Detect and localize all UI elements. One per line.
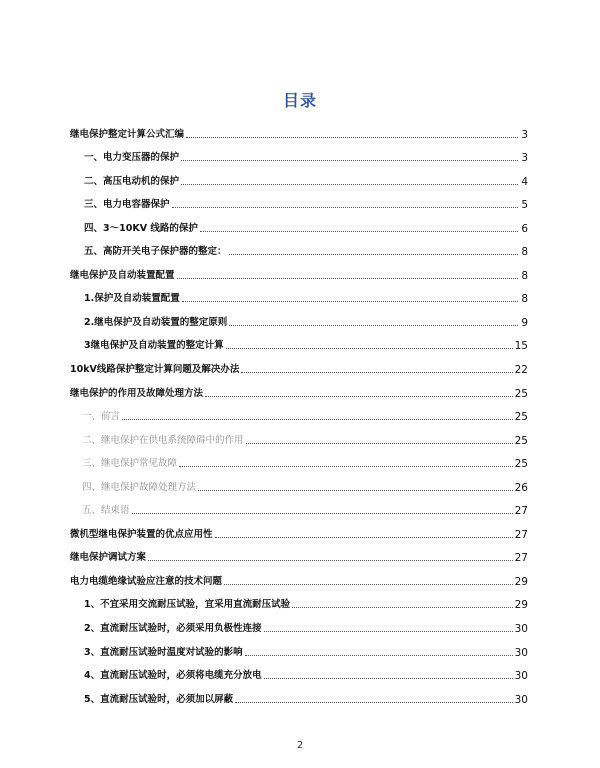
toc-entry-label: 继电保护及自动装置配置 xyxy=(70,269,175,281)
toc-dot-leader xyxy=(241,371,512,373)
toc-entry-label: 1.保护及自动装置配置 xyxy=(84,293,180,305)
toc-entry[interactable] xyxy=(70,329,528,353)
toc-entry-label: 4、直流耐压试验时，必须将电缆充分放电 xyxy=(84,670,262,682)
toc-entry-page: 27 xyxy=(514,528,528,541)
toc-dot-leader xyxy=(224,583,513,585)
toc-entry[interactable] xyxy=(70,635,528,659)
toc-entry[interactable] xyxy=(70,352,528,376)
toc-entry-label: 五、结束语 xyxy=(82,505,130,517)
toc-dot-leader xyxy=(172,206,518,208)
toc-dot-leader xyxy=(132,512,513,514)
toc-entry[interactable] xyxy=(70,564,528,588)
toc-entry[interactable] xyxy=(70,423,528,447)
toc-entry[interactable] xyxy=(70,188,528,212)
toc-entry-label: 五、高防开关电子保护器的整定： xyxy=(84,246,227,258)
toc-entry-page: 8 xyxy=(521,246,528,259)
toc-dot-leader xyxy=(181,183,518,185)
toc-dot-leader xyxy=(292,606,513,608)
toc-entry-label: 3、直流耐压试验时温度对试验的影响 xyxy=(84,646,243,658)
toc-entry[interactable] xyxy=(70,282,528,306)
toc-dot-leader xyxy=(226,347,513,349)
toc-dot-leader xyxy=(177,277,518,279)
toc-entry[interactable] xyxy=(70,117,528,141)
toc-entry-page: 27 xyxy=(514,505,528,518)
toc-entry-label: 继电保护整定计算公式汇编 xyxy=(70,128,185,140)
toc-entry[interactable] xyxy=(70,211,528,235)
toc-entry-page: 4 xyxy=(521,175,528,188)
toc-entry-label: 四、3～10KV 线路的保护 xyxy=(84,222,198,234)
toc-entry-label: 10kV线路保护整定计算问题及解决办法 xyxy=(70,364,240,376)
toc-entry-page: 25 xyxy=(514,411,528,424)
toc-entry[interactable] xyxy=(70,447,528,471)
toc-entry-label: 四、继电保护故障处理方法 xyxy=(82,481,197,493)
toc-entry-page: 9 xyxy=(521,316,528,329)
toc-entry[interactable] xyxy=(70,235,528,259)
toc-entry[interactable] xyxy=(70,659,528,683)
toc-entry-page: 30 xyxy=(514,623,528,636)
toc-dot-leader xyxy=(181,159,518,161)
toc-entry-label: 二、高压电动机的保护 xyxy=(84,175,180,187)
page-number: 2 xyxy=(296,740,304,751)
toc-entry-page: 30 xyxy=(514,670,528,683)
toc-entry-page: 25 xyxy=(514,434,528,447)
toc-entry[interactable] xyxy=(70,164,528,188)
toc-entry[interactable] xyxy=(70,141,528,165)
toc-entry-page: 30 xyxy=(514,693,528,706)
toc-entry[interactable] xyxy=(70,517,528,541)
toc-entry-page: 22 xyxy=(514,364,528,377)
toc-entry-page: 25 xyxy=(514,458,528,471)
toc-entry-label: 1、不宜采用交流耐压试验，宜采用直流耐压试验 xyxy=(84,599,291,611)
toc-dot-leader xyxy=(246,442,513,444)
toc-entry-page: 29 xyxy=(514,575,528,588)
toc-dot-leader xyxy=(215,536,513,538)
toc-entry[interactable] xyxy=(70,611,528,635)
toc-entry[interactable] xyxy=(70,541,528,565)
toc-entry-label: 继电保护的作用及故障处理方法 xyxy=(70,387,204,399)
toc-entry-page: 8 xyxy=(521,269,528,282)
toc-entry-page: 30 xyxy=(514,646,528,659)
toc-entry-page: 6 xyxy=(521,222,528,235)
toc-dot-leader xyxy=(264,677,513,679)
toc-dot-leader xyxy=(245,654,513,656)
toc-entry[interactable] xyxy=(70,682,528,706)
toc-entry[interactable] xyxy=(70,376,528,400)
toc-title: 目录 xyxy=(282,91,317,110)
toc-entry[interactable] xyxy=(70,470,528,494)
table-of-contents xyxy=(70,117,528,706)
toc-dot-leader xyxy=(122,418,513,420)
toc-entry[interactable] xyxy=(70,400,528,424)
toc-entry-label: 3继电保护及自动装置的整定计算 xyxy=(84,340,224,352)
toc-dot-leader xyxy=(229,324,518,326)
toc-entry-label: 5、直流耐压试验时，必须加以屏蔽 xyxy=(84,693,234,705)
toc-entry-label: 继电保护调试方案 xyxy=(70,552,147,564)
toc-dot-leader xyxy=(198,489,513,491)
toc-dot-leader xyxy=(264,630,513,632)
toc-entry[interactable] xyxy=(70,494,528,518)
toc-entry-page: 26 xyxy=(514,481,528,494)
toc-entry-label: 一、电力变压器的保护 xyxy=(84,152,180,164)
toc-entry-page: 27 xyxy=(514,552,528,565)
toc-dot-leader xyxy=(235,701,513,703)
toc-entry-label: 2、直流耐压试验时，必须采用负极性连接 xyxy=(84,623,262,635)
toc-entry-label: 电力电缆绝缘试验应注意的技术问题 xyxy=(70,575,223,587)
toc-entry-page: 25 xyxy=(514,387,528,400)
toc-entry-page: 3 xyxy=(521,128,528,141)
toc-dot-leader xyxy=(148,559,513,561)
toc-entry-label: 微机型继电保护装置的优点应用性 xyxy=(70,528,213,540)
toc-entry-page: 29 xyxy=(514,599,528,612)
toc-entry-page: 15 xyxy=(514,340,528,353)
toc-dot-leader xyxy=(179,465,513,467)
toc-entry[interactable] xyxy=(70,588,528,612)
toc-entry-page: 5 xyxy=(521,199,528,212)
toc-dot-leader xyxy=(186,136,518,138)
toc-entry[interactable] xyxy=(70,258,528,282)
toc-entry-page: 3 xyxy=(521,152,528,165)
toc-entry-label: 二、继电保护在供电系统障碍中的作用 xyxy=(82,434,244,446)
toc-entry-label: 一、前言 xyxy=(82,411,121,423)
toc-entry-label: 三、电力电容器保护 xyxy=(84,199,170,211)
toc-entry-page: 8 xyxy=(521,293,528,306)
toc-entry[interactable] xyxy=(70,305,528,329)
toc-dot-leader xyxy=(205,395,513,397)
toc-dot-leader xyxy=(200,230,518,232)
toc-dot-leader xyxy=(182,300,518,302)
toc-entry-label: 2.继电保护及自动装置的整定原则 xyxy=(84,316,228,328)
toc-dot-leader xyxy=(229,253,518,255)
toc-entry-label: 三、继电保护常见故障 xyxy=(82,458,178,470)
